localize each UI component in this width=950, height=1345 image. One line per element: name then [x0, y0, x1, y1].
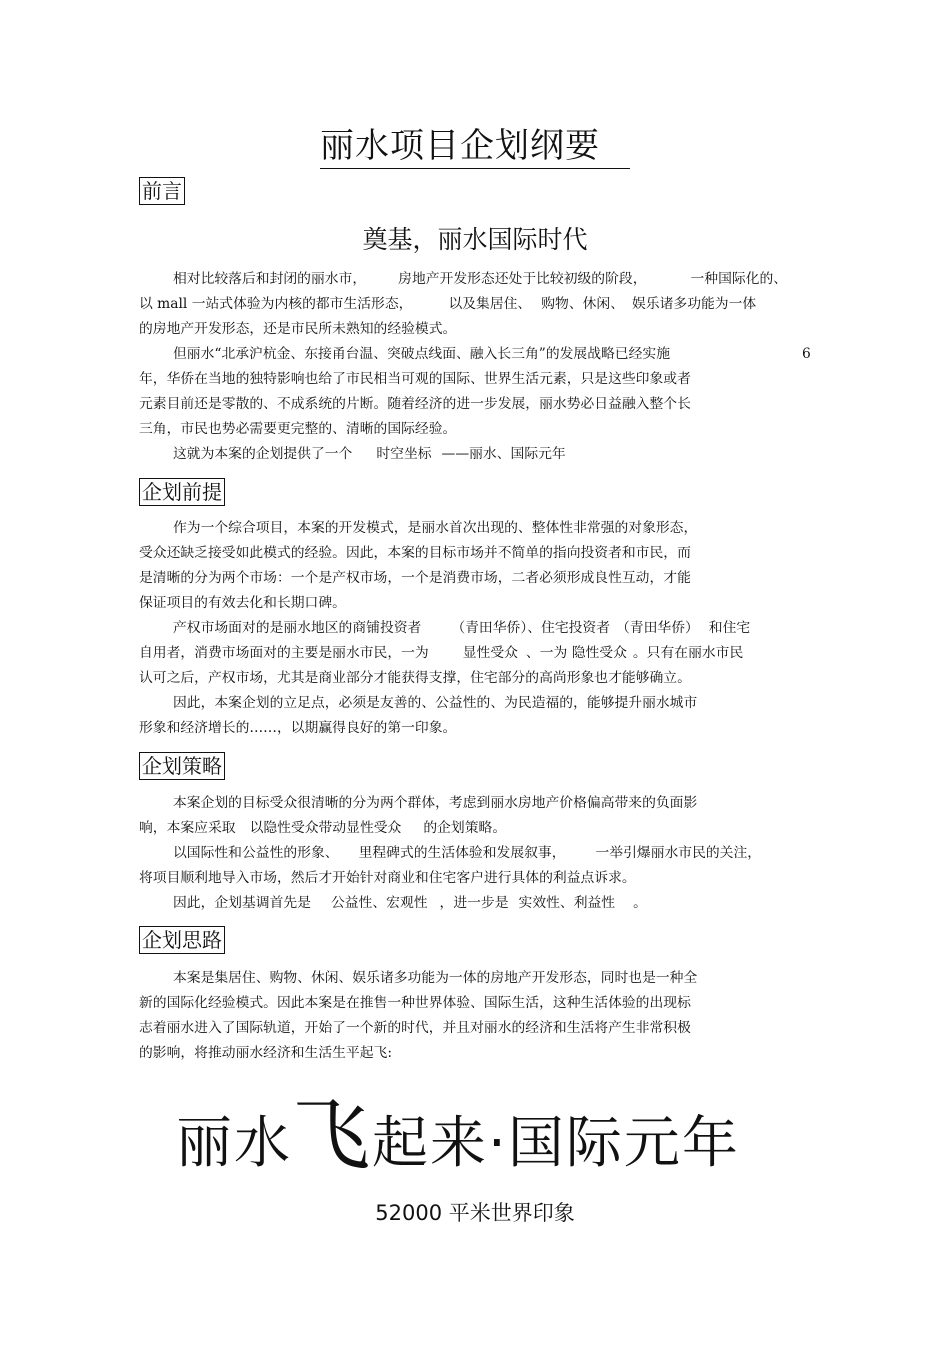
paragraph-line: [139, 644, 743, 662]
text-fragment: 一种国际化的、: [690, 271, 788, 287]
text-fragment: 实效性、利益性: [518, 895, 616, 911]
text-fragment: 购物、休闲、: [541, 296, 625, 312]
paragraph-line: 因此，本案企划的立足点，必须是友善的、公益性的、为民造福的，能够提升丽水城市: [173, 695, 698, 711]
text-fragment: 娱乐诸多功能为一体: [632, 296, 757, 312]
paragraph-line: 三角，市民也势必需要更完整的、清晰的国际经验。: [139, 421, 457, 437]
text-fragment: 自用者，消费市场面对的主要是丽水市民，一为: [139, 645, 429, 661]
text-fragment: 以国际性和公益性的形象、: [173, 845, 339, 861]
paragraph-line: [139, 819, 506, 837]
text-fragment: 的企划策略。: [423, 820, 507, 836]
paragraph-line: [173, 270, 787, 288]
text-fragment: 响，本案应采取: [139, 820, 236, 836]
text-fragment: 以及集居住、: [448, 296, 532, 312]
paragraph-line: 年，华侨在当地的独特影响也给了市民相当可观的国际、世界生活元素，只是这些印象或者: [139, 371, 691, 387]
slogan-part: 丽水: [176, 1111, 292, 1176]
text-fragment: 显性受众: [462, 645, 518, 661]
paragraph-line: [173, 445, 566, 463]
paragraph-line: 的影响，将推动丽水经济和生活生平起飞:: [139, 1045, 392, 1061]
text-fragment: 、一为 隐性受众: [525, 645, 627, 661]
paragraph-line: 新的国际化经验模式。因此本案是在推售一种世界体验、国际生活，这种生活体验的出现标: [139, 995, 691, 1011]
paragraph-line: [173, 619, 750, 637]
text-fragment: 时空坐标: [376, 446, 432, 462]
text-fragment: 产权市场面对的是丽水地区的商铺投资者: [173, 620, 422, 636]
section-heading-strategy: 企划策略: [139, 752, 225, 780]
slogan: [176, 1091, 740, 1182]
paragraph-number: 6: [802, 346, 811, 362]
text-fragment: （青田华侨）: [616, 620, 699, 636]
text-fragment: 因此，企划基调首先是: [173, 895, 311, 911]
text-fragment: 和住宅: [708, 620, 751, 636]
preface-subtitle: 奠基，丽水国际时代: [362, 225, 588, 254]
paragraph-line: 形象和经济增长的……，以期赢得良好的第一印象。: [139, 720, 457, 736]
paragraph-line: [139, 295, 756, 313]
paragraph-line: 受众还缺乏接受如此模式的经验。因此，本案的目标市场并不简单的指向投资者和市民，而: [139, 545, 691, 561]
paragraph-line: 的房地产开发形态，还是市民所未熟知的经验模式。: [139, 321, 457, 337]
text-fragment: 以隐性受众带动显性受众: [249, 820, 402, 836]
paragraph-line: 志着丽水进入了国际轨道，开始了一个新的时代，并且对丽水的经济和生活将产生非常积极: [139, 1020, 691, 1036]
paragraph-line: 将项目顺利地导入市场，然后才开始针对商业和住宅客户进行具体的利益点诉求。: [139, 870, 636, 886]
text-fragment: 公益性、宏观性: [330, 895, 428, 911]
text-fragment: （青田华侨）、住宅投资者: [451, 620, 611, 636]
paragraph-line: 是清晰的分为两个市场：一个是产权市场，一个是消费市场，二者必须形成良性互动，才能: [139, 570, 691, 586]
text-fragment: 以 mall 一站式体验为内核的都市生活形态，: [139, 296, 413, 312]
document-title: 丽水项目企划纲要: [320, 124, 630, 169]
text-fragment: 这就为本案的企划提供了一个: [173, 446, 353, 462]
text-fragment: 。: [633, 895, 647, 911]
text-fragment: 。只有在丽水市民: [632, 645, 744, 661]
paragraph-line: 但丽水“北承沪杭金、东接甬台温、突破点线面、融入长三角”的发展战略已经实施: [173, 346, 670, 362]
text-fragment: 房地产开发形态还处于比较初级的阶段，: [398, 271, 647, 287]
paragraph-line: 本案企划的目标受众很清晰的分为两个群体，考虑到丽水房地产价格偏高带来的负面影: [173, 795, 698, 811]
paragraph-line: [173, 844, 761, 862]
text-fragment: ，进一步是: [439, 895, 509, 911]
area-tagline: 52000 平米世界印象: [375, 1201, 575, 1225]
paragraph-line: 本案是集居住、购物、休闲、娱乐诸多功能为一体的房地产开发形态，同时也是一种全: [173, 970, 698, 986]
paragraph-line: [173, 894, 647, 912]
section-heading-preface: 前言: [139, 177, 185, 205]
text-fragment: ——丽水、国际元年: [441, 446, 566, 462]
text-fragment: 相对比较落后和封闭的丽水市，: [173, 271, 367, 287]
text-fragment: 里程碑式的生活体验和发展叙事，: [358, 845, 566, 861]
text-fragment: 一举引爆丽水市民的关注，: [595, 845, 762, 861]
paragraph-line: 认可之后，产权市场，尤其是商业部分才能获得支撑，住宅部分的高尚形象也才能够确立。: [139, 670, 691, 686]
slogan-part: 国际元年: [507, 1111, 740, 1176]
section-heading-premise: 企划前提: [139, 478, 225, 506]
paragraph-line: 元素目前还是零散的、不成系统的片断。随着经济的进一步发展，丽水势必日益融入整个长: [139, 396, 691, 412]
slogan-emphasis: 飞: [292, 1091, 373, 1181]
paragraph-line: 作为一个综合项目，本案的开发模式，是丽水首次出现的、整体性非常强的对象形态，: [173, 520, 698, 536]
section-heading-thinking: 企划思路: [139, 926, 225, 954]
slogan-part: 起来·: [372, 1111, 508, 1176]
paragraph-line: 保证项目的有效去化和长期口碑。: [139, 595, 346, 611]
